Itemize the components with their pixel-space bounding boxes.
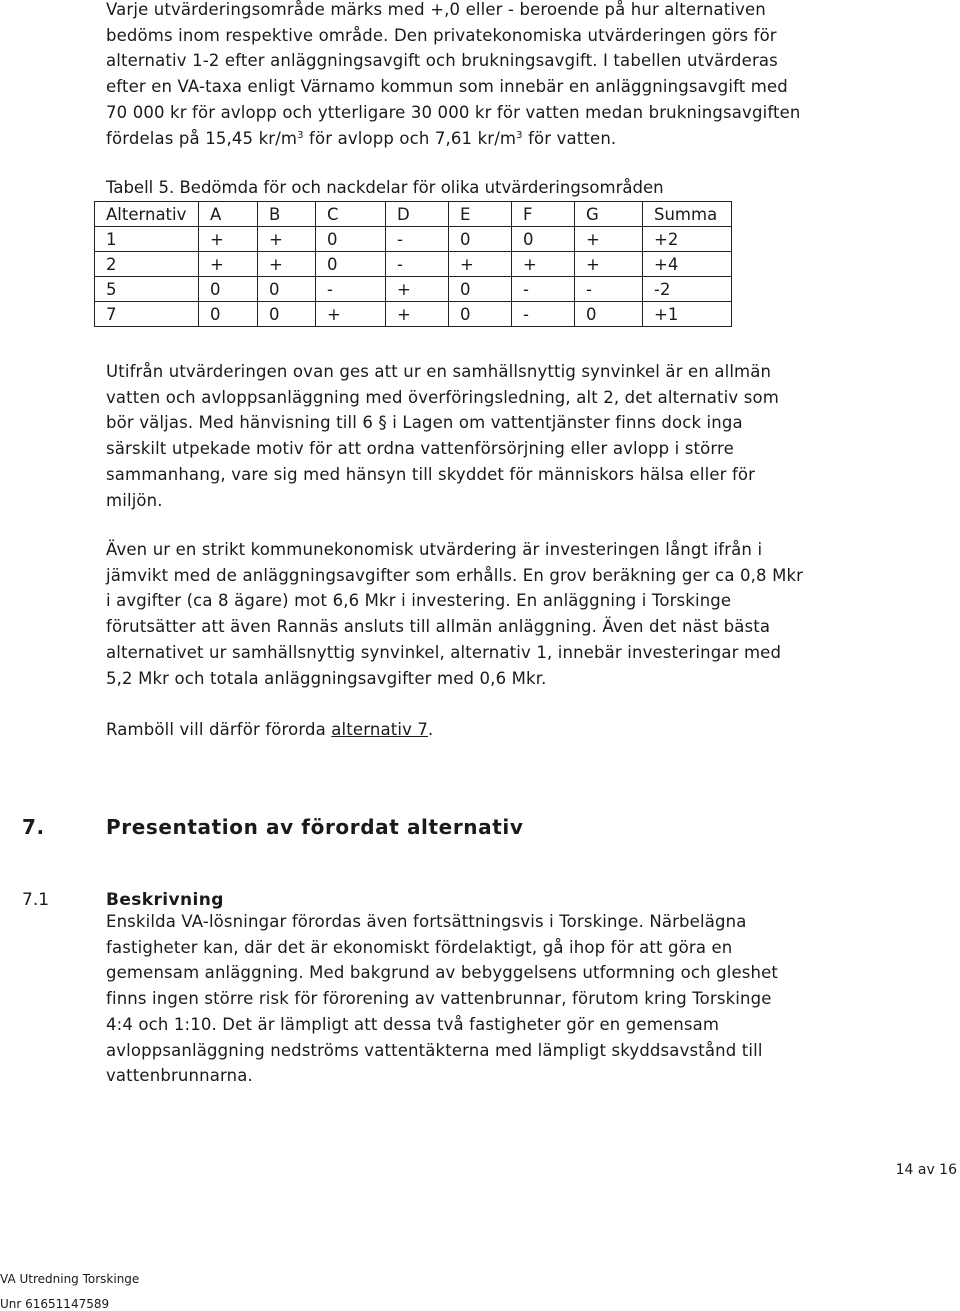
table-cell: +	[512, 252, 575, 277]
intro-line: alternativ 1-2 efter anläggningsavgift och brukningsavgift. I tabellen utvärderas	[106, 51, 778, 71]
table-cell: 0	[449, 277, 512, 302]
intro-line: 70 000 kr för avlopp och ytterligare 30 000 kr för vatten medan brukningsavgiften	[106, 102, 801, 122]
economics-paragraph	[106, 537, 846, 691]
header-cell: E	[449, 202, 512, 227]
subsection-title: Beskrivning	[106, 890, 224, 910]
table-cell: 0	[258, 277, 316, 302]
header-cell: Summa	[643, 202, 732, 227]
intro-paragraph	[106, 0, 846, 151]
paragraph-line: 5,2 Mkr och totala anläggningsavgifter med 0,6 Mkr.	[106, 668, 547, 688]
paragraph-line: fastigheter kan, där det är ekonomiskt fördelaktigt, gå ihop för att göra en	[106, 937, 733, 957]
paragraph-line: vattenbrunnarna.	[106, 1066, 253, 1086]
header-cell: B	[258, 202, 316, 227]
intro-text: för avlopp och 7,61 kr/m	[303, 128, 517, 148]
paragraph-line: Även ur en strikt kommunekonomisk utvärdering är investeringen långt ifrån i	[106, 540, 763, 559]
recommendation-suffix: .	[428, 720, 434, 739]
table-row	[95, 277, 732, 302]
recommendation-paragraph	[106, 717, 846, 743]
table-cell: +	[386, 302, 449, 327]
table-cell: +	[199, 252, 258, 277]
table-cell: 7	[95, 302, 199, 327]
intro-line: bedöms inom respektive område. Den privatekonomiska utvärderingen görs för	[106, 25, 777, 45]
evaluation-paragraph	[106, 359, 846, 513]
recommendation-text: Ramböll vill därför förorda	[106, 720, 332, 739]
table-cell: +	[258, 252, 316, 277]
header-cell: C	[316, 202, 386, 227]
table-cell: 0	[199, 277, 258, 302]
table-row	[95, 227, 732, 252]
superscript: 3	[516, 129, 523, 141]
paragraph-line: i avgifter (ca 8 ägare) mot 6,6 Mkr i investering. En anläggning i Torskinge	[106, 591, 732, 611]
paragraph-line: särskilt utpekade motiv för att ordna vattenförsörjning eller avlopp i större	[106, 439, 734, 459]
paragraph-line: Enskilda VA-lösningar förordas även fortsättningsvis i Torskinge. Närbelägna	[106, 912, 747, 931]
table-cell: 1	[95, 227, 199, 252]
evaluation-table	[94, 201, 732, 327]
table-cell: +	[199, 227, 258, 252]
table-cell: 0	[449, 227, 512, 252]
paragraph-line: förutsätter att även Rannäs ansluts till allmän anläggning. Även det näst bästa	[106, 617, 771, 637]
paragraph-line: Utifrån utvärderingen ovan ges att ur en samhällsnyttig synvinkel är en allmän	[106, 362, 772, 381]
table-cell: 0	[316, 227, 386, 252]
paragraph-line: vatten och avloppsanläggning med överföringsledning, alt 2, det alternativ som	[106, 387, 779, 407]
header-cell: F	[512, 202, 575, 227]
table-cell: -	[386, 252, 449, 277]
header-cell: A	[199, 202, 258, 227]
subsection-number: 7.1	[22, 890, 50, 910]
table-cell: +	[449, 252, 512, 277]
header-cell: D	[386, 202, 449, 227]
section-number: 7.	[22, 815, 45, 839]
page-number: 14 av 16	[895, 1162, 957, 1178]
table-cell: 0	[258, 302, 316, 327]
intro-text: fördelas på 15,45 kr/m	[106, 128, 298, 148]
description-paragraph	[106, 909, 846, 1089]
paragraph-line: gemensam anläggning. Med bakgrund av bebyggelsens utformning och gleshet	[106, 963, 779, 983]
paragraph-line: 4:4 och 1:10. Det är lämpligt att dessa två fastigheter gör en gemensam	[106, 1014, 720, 1034]
superscript: 3	[297, 129, 304, 141]
paragraph-line: bör väljas. Med hänvisning till 6 § i Lagen om vattentjänster finns dock inga	[106, 413, 743, 433]
table-cell: -	[575, 277, 643, 302]
footer-doc-title: VA Utredning Torskinge	[0, 1272, 140, 1286]
table-cell: +2	[643, 227, 732, 252]
section-title: Presentation av förordat alternativ	[106, 815, 524, 839]
paragraph-line: jämvikt med de anläggningsavgifter som erhålls. En grov beräkning ger ca 0,8 Mkr	[106, 565, 804, 585]
table-cell: 0	[575, 302, 643, 327]
paragraph-line: alternativet ur samhällsnyttig synvinkel, alternativ 1, innebär investeringar med	[106, 642, 782, 662]
table-caption: Tabell 5. Bedömda för och nackdelar för olika utvärderingsområden	[106, 178, 664, 197]
table-cell: +1	[643, 302, 732, 327]
table-cell: +	[316, 302, 386, 327]
table-cell: 0	[449, 302, 512, 327]
table-row	[95, 302, 732, 327]
table-cell: 5	[95, 277, 199, 302]
table-cell: -	[386, 227, 449, 252]
paragraph-line: avloppsanläggning nedströms vattentäkterna med lämpligt skyddsavstånd till	[106, 1040, 763, 1060]
header-cell: G	[575, 202, 643, 227]
table-cell: -	[316, 277, 386, 302]
table-cell: +	[258, 227, 316, 252]
table-cell: -	[512, 302, 575, 327]
table-cell: -2	[643, 277, 732, 302]
table-cell: +4	[643, 252, 732, 277]
header-cell: Alternativ	[95, 202, 199, 227]
table-cell: +	[575, 252, 643, 277]
table-cell: +	[575, 227, 643, 252]
table-cell: -	[512, 277, 575, 302]
table-cell: 0	[199, 302, 258, 327]
table-cell: +	[386, 277, 449, 302]
intro-line	[106, 126, 846, 152]
intro-line: efter en VA-taxa enligt Värnamo kommun som innebär en anläggningsavgift med	[106, 77, 788, 97]
paragraph-line: sammanhang, vare sig med hänsyn till skyddet för människors hälsa eller för	[106, 464, 756, 484]
alternative-7-link[interactable]: alternativ 7	[331, 720, 429, 739]
paragraph-line: finns ingen större risk för förorening av vattenbrunnar, förutom kring Torskinge	[106, 989, 772, 1009]
paragraph-line: miljön.	[106, 490, 163, 510]
table-cell: 0	[512, 227, 575, 252]
footer-doc-number: Unr 61651147589	[0, 1297, 110, 1311]
table-row	[95, 252, 732, 277]
intro-line: Varje utvärderingsområde märks med +,0 eller - beroende på hur alternativen	[106, 0, 766, 19]
table-cell: 2	[95, 252, 199, 277]
intro-text: för vatten.	[522, 128, 617, 148]
table-header-row	[95, 202, 732, 227]
table-cell: 0	[316, 252, 386, 277]
